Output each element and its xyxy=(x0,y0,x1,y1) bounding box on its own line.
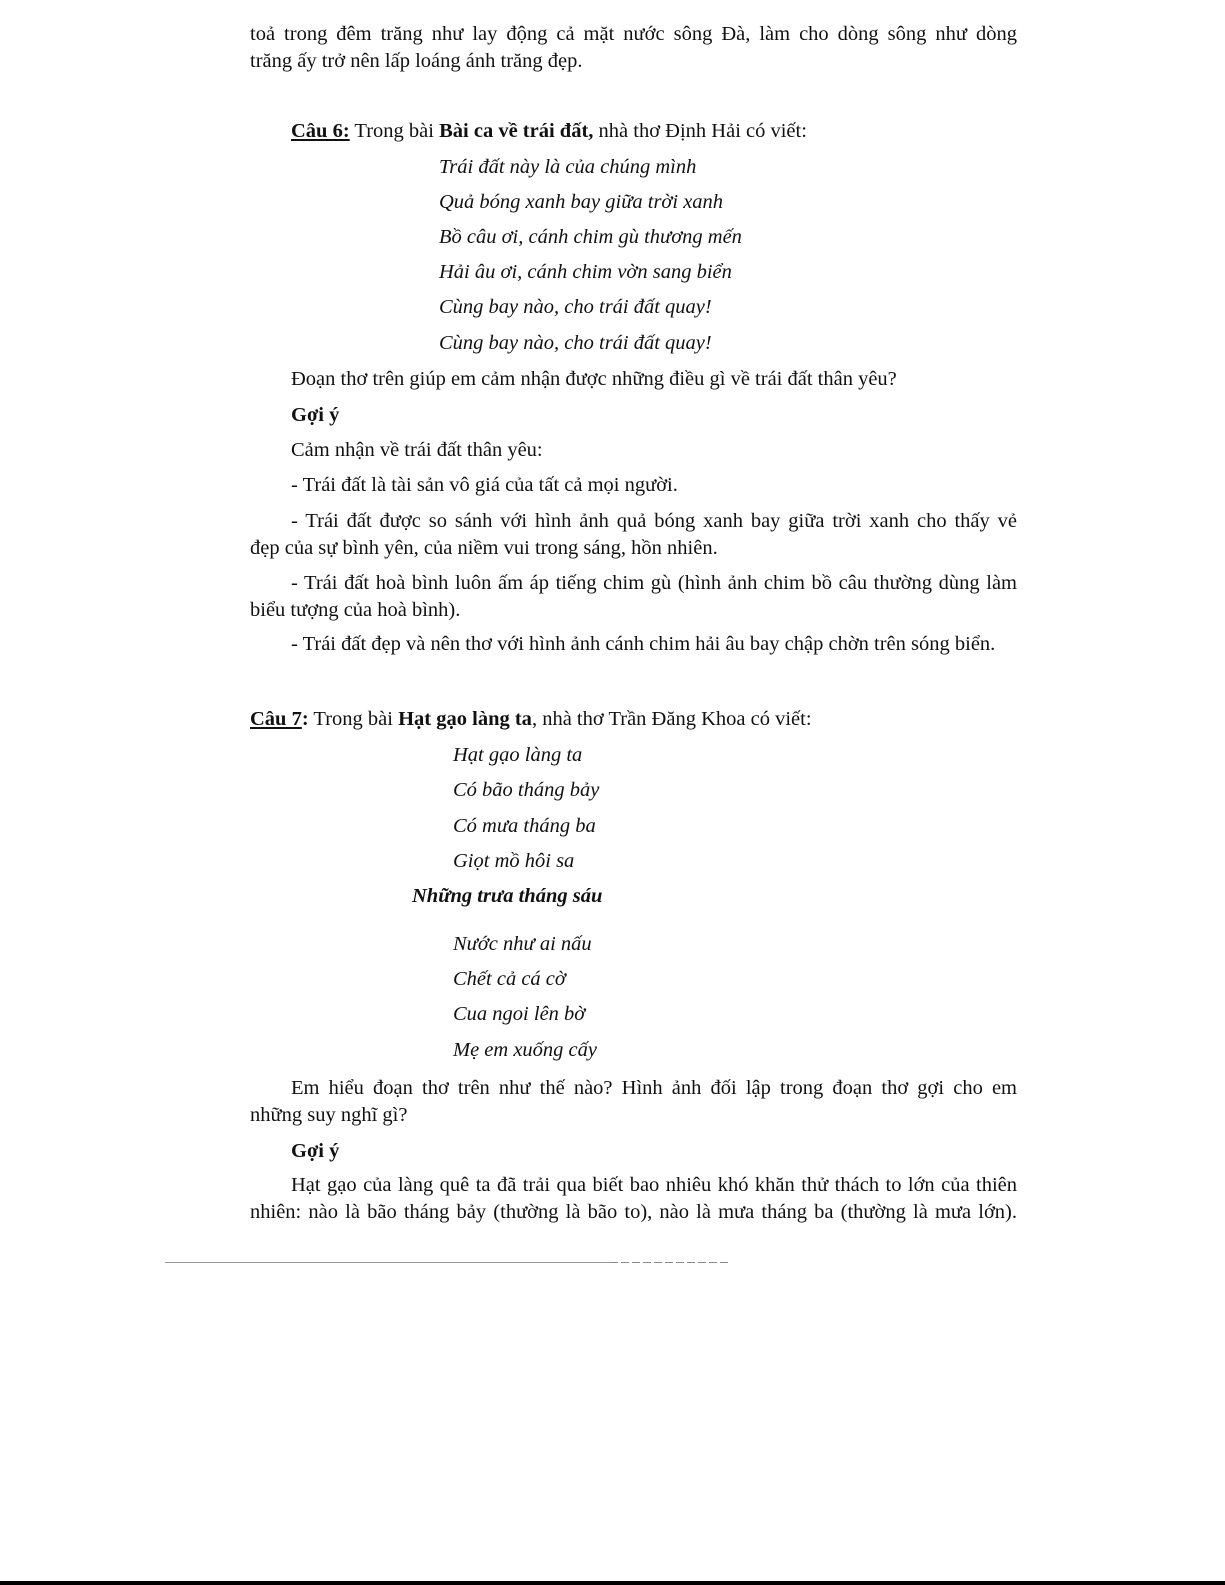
q7-label: Câu 7 xyxy=(250,708,302,730)
q6-hint-label: Gợi ý xyxy=(291,404,340,426)
q6-heading xyxy=(291,118,807,144)
q6-poem-line-4: Hải âu ơi, cánh chim vờn sang biển xyxy=(439,261,732,283)
q7-poem-line-1: Hạt gạo làng ta xyxy=(453,744,583,766)
q6-poem-line-2: Quả bóng xanh bay giữa trời xanh xyxy=(439,191,724,213)
q7-answer-b: nhiên: nào là bão tháng bảy (thường là bão to), nào là mưa tháng ba (thường là mưa lớn). xyxy=(250,1201,1017,1223)
q6-pre: Trong bài xyxy=(349,120,440,142)
q6-post: nhà thơ Định Hải có viết: xyxy=(593,120,807,142)
q7-pre: Trong bài xyxy=(308,708,399,730)
q7-poem-line-8: Cua ngoi lên bờ xyxy=(453,1003,586,1025)
q6-poem-line-5: Cùng bay nào, cho trái đất quay! xyxy=(439,296,712,318)
footer-divider-dashed xyxy=(610,1262,730,1263)
q7-answer-a: Hạt gạo của làng quê ta đã trải qua biết bao nhiêu khó khăn thử thách to lớn của thiên xyxy=(291,1174,1017,1196)
q7-hint-label: Gợi ý xyxy=(291,1140,340,1162)
q7-poem-line-4: Giọt mồ hôi sa xyxy=(453,850,575,872)
q7-post: , nhà thơ Trần Đăng Khoa có viết: xyxy=(531,708,812,730)
q6-answer-1: - Trái đất là tài sản vô giá của tất cả mọi người. xyxy=(291,474,678,496)
q6-answer-2a: - Trái đất được so sánh với hình ảnh quả bóng xanh bay giữa trời xanh cho thấy vẻ xyxy=(291,510,1017,532)
q7-question-a: Em hiểu đoạn thơ trên như thế nào? Hình ảnh đối lập trong đoạn thơ gợi cho em xyxy=(291,1077,1017,1099)
q6-poem-line-6: Cùng bay nào, cho trái đất quay! xyxy=(439,332,712,354)
q6-poem-line-1: Trái đất này là của chúng mình xyxy=(439,156,697,178)
q7-title: Hạt gạo làng ta xyxy=(398,708,532,730)
q6-answer-3b: biểu tượng của hoà bình). xyxy=(250,599,461,621)
q6-title: Bài ca về trái đất, xyxy=(439,120,594,142)
q7-poem-line-9: Mẹ em xuống cấy xyxy=(453,1039,598,1061)
q7-poem-line-2: Có bão tháng bảy xyxy=(453,779,600,801)
q7-poem-line-6: Nước như ai nấu xyxy=(453,933,592,955)
q7-poem-bold-line: Những trưa tháng sáu xyxy=(412,885,603,907)
intro-line-2: trăng ấy trở nên lấp loáng ánh trăng đẹp. xyxy=(250,50,583,72)
q7-heading xyxy=(250,706,812,732)
q7-poem-line-7: Chết cả cá cờ xyxy=(453,968,566,990)
q6-question: Đoạn thơ trên giúp em cảm nhận được những điều gì về trái đất thân yêu? xyxy=(291,368,897,390)
intro-line-1: toả trong đêm trăng như lay động cả mặt nước sông Đà, làm cho dòng sông như dòng xyxy=(250,23,1017,45)
q6-answer-2b: đẹp của sự bình yên, của niềm vui trong sáng, hồn nhiên. xyxy=(250,537,718,559)
q6-label: Câu 6: xyxy=(291,120,350,142)
q7-question-b: những suy nghĩ gì? xyxy=(250,1104,408,1126)
q6-answer-4: - Trái đất đẹp và nên thơ với hình ảnh cánh chim hải âu bay chập chờn trên sóng biển. xyxy=(291,633,996,655)
q7-colon: : xyxy=(301,708,309,730)
footer-divider xyxy=(165,1262,610,1263)
q7-poem-line-3: Có mưa tháng ba xyxy=(453,815,596,837)
q6-answer-intro: Cảm nhận về trái đất thân yêu: xyxy=(291,439,543,461)
page-bottom-edge xyxy=(0,1581,1225,1585)
q6-poem-line-3: Bồ câu ơi, cánh chim gù thương mến xyxy=(439,226,742,248)
q6-answer-3a: - Trái đất hoà bình luôn ấm áp tiếng chim gù (hình ảnh chim bồ câu thường dùng làm xyxy=(291,572,1017,594)
